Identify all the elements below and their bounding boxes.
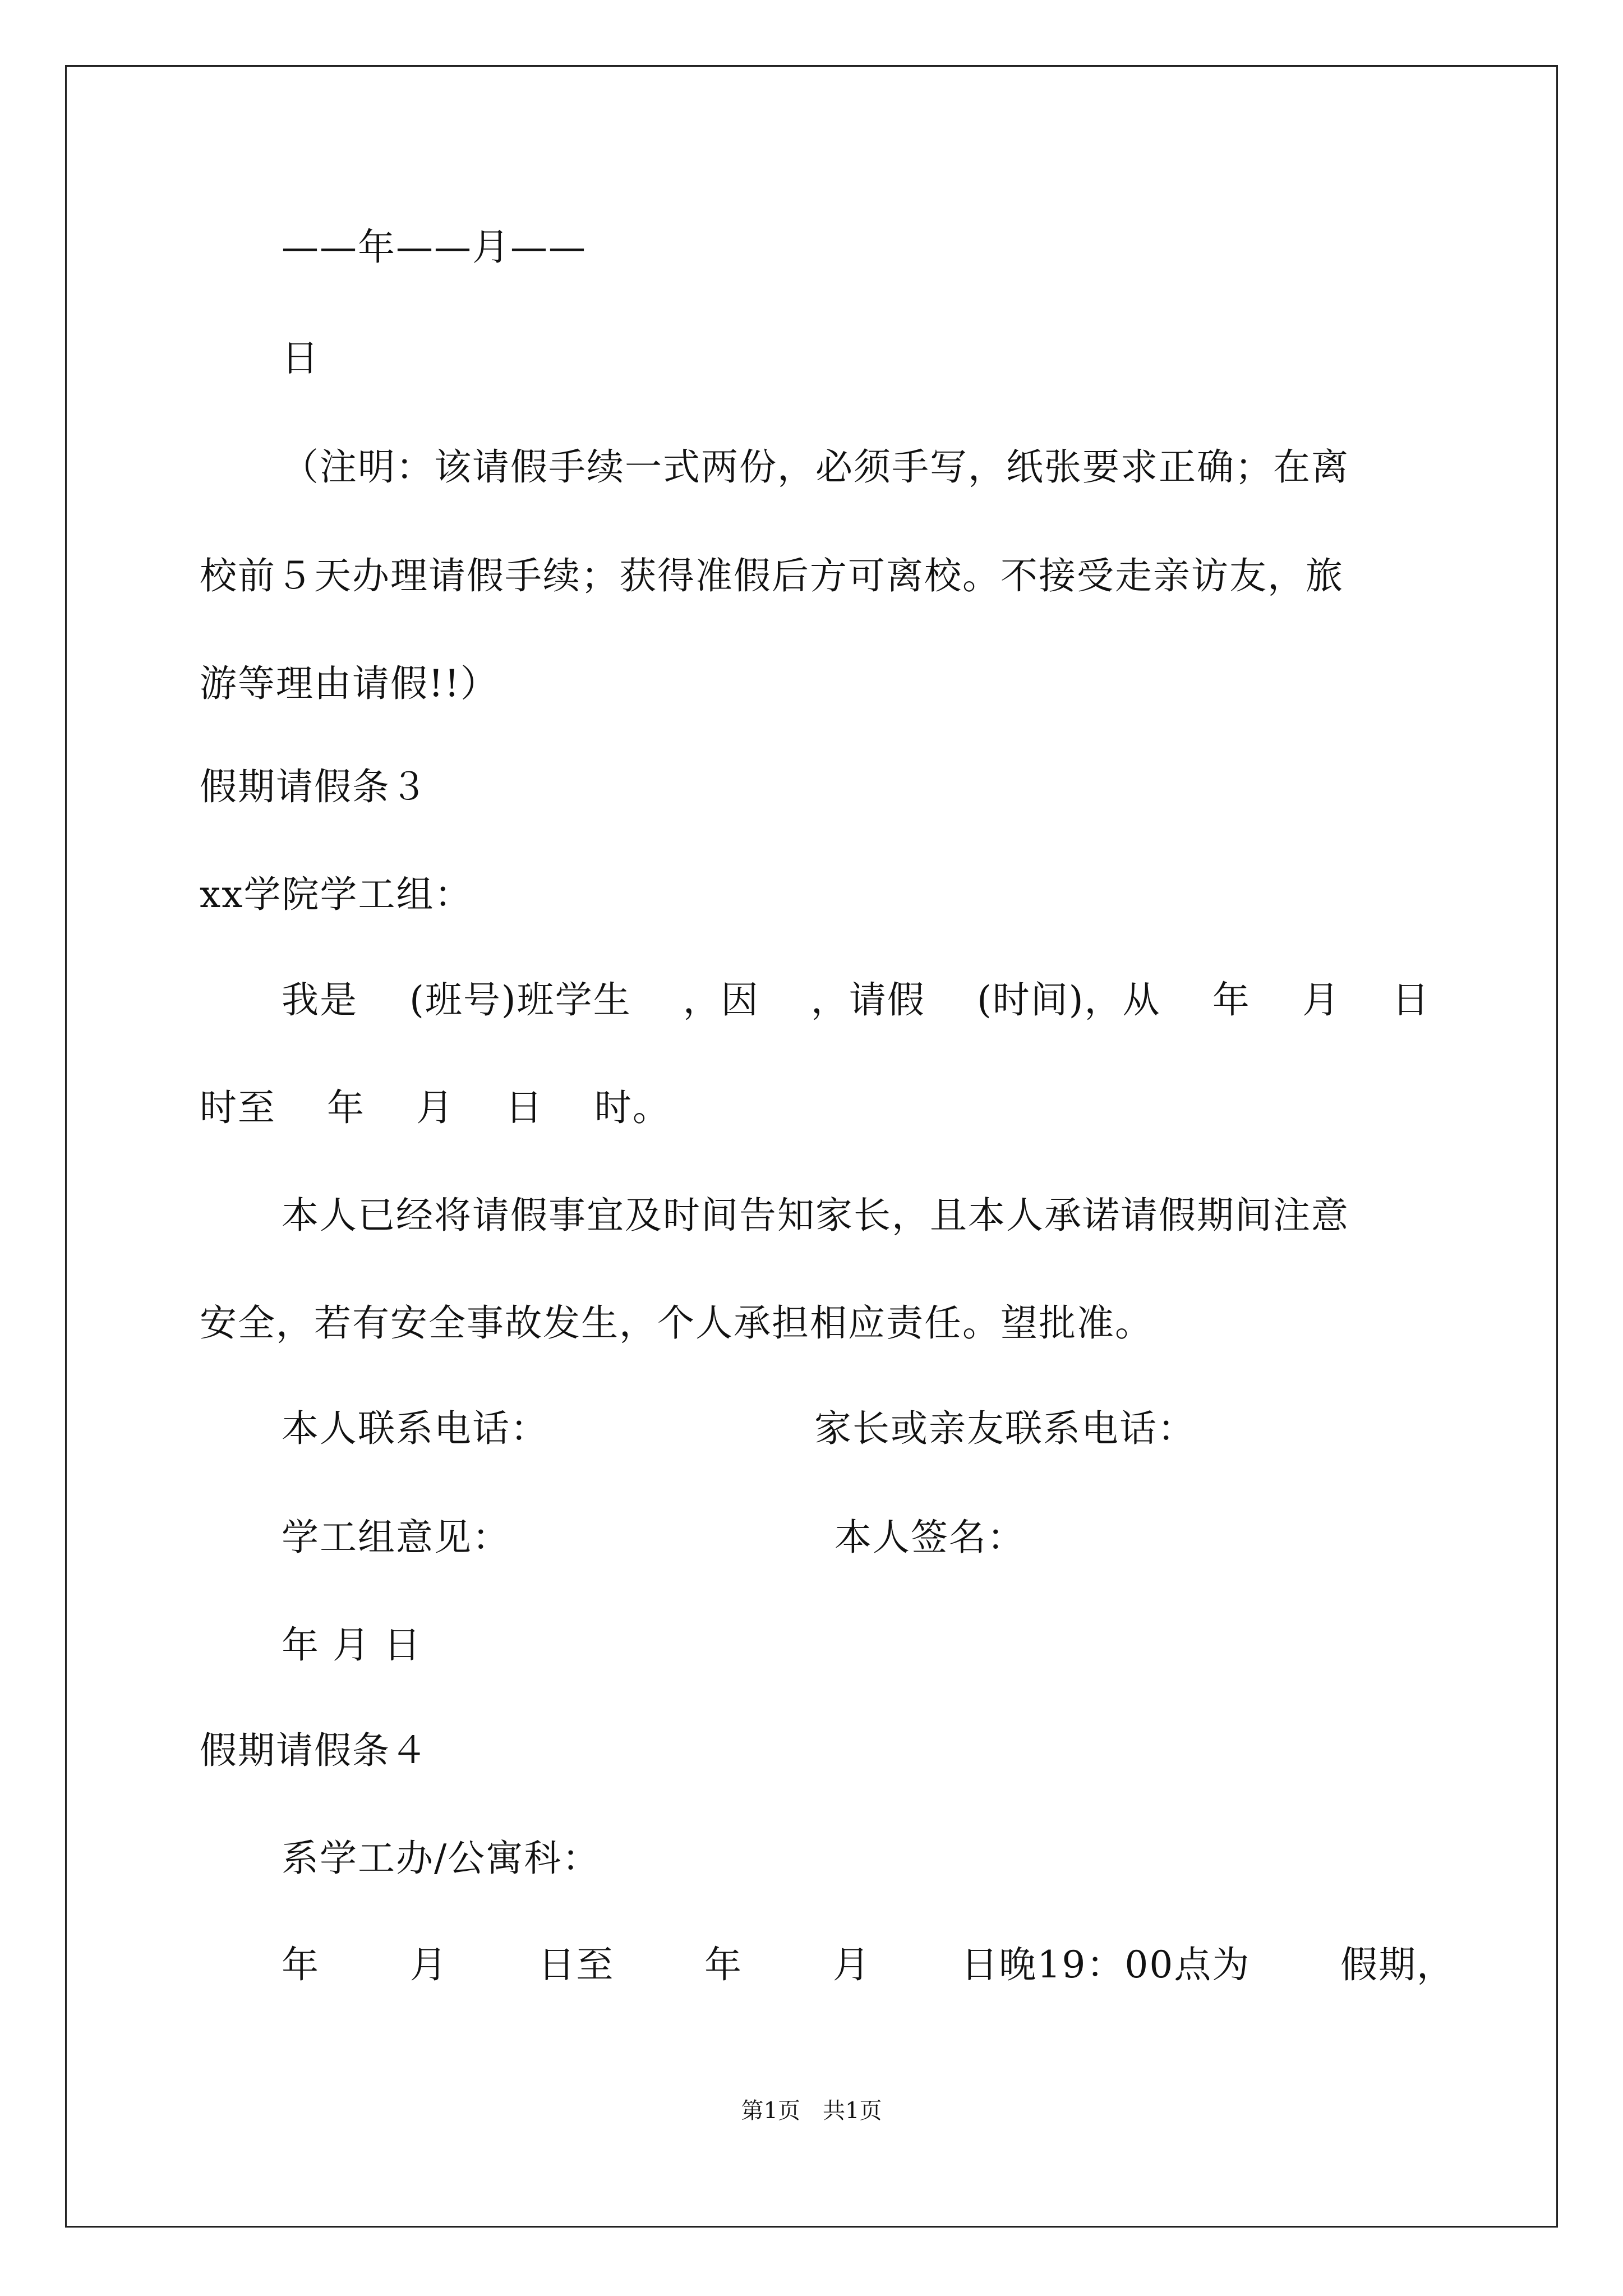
date-line: ——年——月—— (282, 226, 587, 269)
text-segment: 月 (832, 1943, 871, 1986)
text-segment: 我是 (282, 978, 358, 1022)
page-footer: 第1页 共1页 (741, 2098, 882, 2124)
text-segment: 年 (1212, 978, 1251, 1022)
day-line: 日 (282, 337, 320, 380)
section3-date: 年 月 日 (282, 1623, 422, 1667)
text-segment: 日至 (538, 1943, 615, 1986)
section3-addressee: xx学院学工组： (200, 873, 473, 916)
page-border (65, 65, 1558, 2228)
section3-title: 假期请假条３ (200, 765, 428, 808)
text-segment: 假期， (1340, 1943, 1455, 1986)
contact-self-label: 本人联系电话： (282, 1407, 548, 1450)
section4-addressee: 系学工办/公寓科： (282, 1837, 601, 1880)
section3-paragraph2-line2: 安全，若有安全事故发生，个人承担相应责任。望批准。 (200, 1301, 1153, 1345)
section3-paragraph2-line1: 本人已经将请假事宜及时间告知家长，且本人承诺请假期间注意 (282, 1194, 1349, 1237)
text-segment: 月 (1302, 978, 1340, 1022)
note-line-1: （注明：该请假手续一式两份，必须手写，纸张要求正确；在离 (282, 445, 1349, 489)
section4-paragraph1-line1 (282, 1943, 1455, 1986)
text-segment: 年 (282, 1943, 320, 1986)
note-line-3: 游等理由请假!!） (200, 662, 499, 705)
section4-title: 假期请假条４ (200, 1729, 428, 1772)
note-line-2: 校前５天办理请假手续；获得准假后方可离校。不接受走亲访友，旅 (200, 554, 1344, 597)
section3-paragraph1-line2: 时至 年 月 日 时。 (200, 1086, 671, 1129)
section3-paragraph1-line1 (282, 978, 1430, 1022)
text-segment: (时间)，从 (977, 978, 1161, 1022)
text-segment: 日 (1391, 978, 1430, 1022)
text-segment: 日晚19：00点为 (961, 1943, 1251, 1986)
text-segment: 月 (409, 1943, 448, 1986)
text-segment: 年 (704, 1943, 743, 1986)
text-segment: ，请假 (810, 978, 925, 1022)
text-segment: ，因 (683, 978, 759, 1022)
text-segment: (班号)班学生 (409, 978, 631, 1022)
signature-label: 本人签名： (834, 1516, 1025, 1559)
contact-parent-label: 家长或亲友联系电话： (814, 1407, 1196, 1450)
opinion-label: 学工组意见： (282, 1516, 510, 1559)
